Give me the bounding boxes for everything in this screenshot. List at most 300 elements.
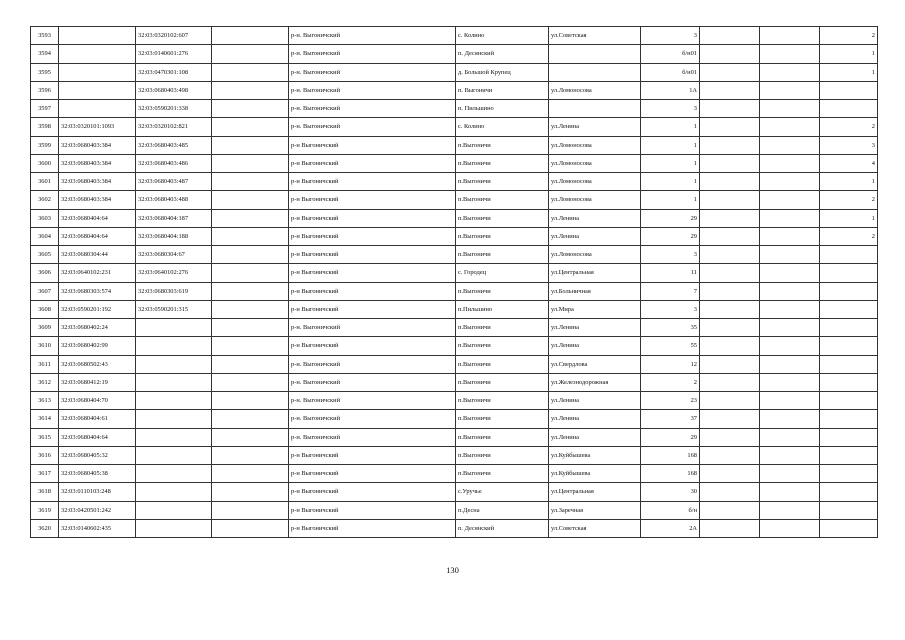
object-cadastral-cell: 32:03:0680303:619 xyxy=(136,282,212,300)
settlement-cell: п.Выгоничи xyxy=(456,154,549,172)
page-number: 130 xyxy=(446,565,459,575)
table-row xyxy=(31,154,878,172)
empty-cell xyxy=(760,337,820,355)
empty-cell xyxy=(212,465,289,483)
street-cell: ул.Куйбышева xyxy=(549,465,641,483)
district-cell: р-н Выгоничский xyxy=(289,154,456,172)
parcel-cadastral-cell: 32:03:0680403:384 xyxy=(59,191,136,209)
apartment-cell: 2 xyxy=(820,118,878,136)
apartment-cell xyxy=(820,300,878,318)
settlement-cell: п.Выгоничи xyxy=(456,209,549,227)
empty-cell xyxy=(700,100,760,118)
empty-cell xyxy=(760,428,820,446)
empty-cell xyxy=(212,282,289,300)
settlement-cell: п.Выгоничи xyxy=(456,410,549,428)
empty-cell xyxy=(212,483,289,501)
settlement-cell: п.Выгоничи xyxy=(456,446,549,464)
table-row xyxy=(31,100,878,118)
district-cell: р-н Выгоничский xyxy=(289,282,456,300)
row-number-cell: 3616 xyxy=(31,446,59,464)
empty-cell xyxy=(760,519,820,537)
row-number-cell: 3617 xyxy=(31,465,59,483)
object-cadastral-cell: 32:03:0680404:187 xyxy=(136,209,212,227)
district-cell: р-н Выгоничский xyxy=(289,136,456,154)
settlement-cell: п. Пильшино xyxy=(456,100,549,118)
empty-cell xyxy=(760,173,820,191)
settlement-cell: п.Выгоничи xyxy=(456,355,549,373)
object-cadastral-cell: 32:03:0590201:315 xyxy=(136,300,212,318)
table-row xyxy=(31,355,878,373)
house-number-cell: 12 xyxy=(641,355,700,373)
house-number-cell: 55 xyxy=(641,337,700,355)
empty-cell xyxy=(760,465,820,483)
street-cell: ул.Ленина xyxy=(549,410,641,428)
empty-cell xyxy=(760,392,820,410)
apartment-cell xyxy=(820,519,878,537)
district-cell: р-н. Выгоничский xyxy=(289,45,456,63)
house-number-cell: 1 xyxy=(641,136,700,154)
district-cell: р-н. Выгоничский xyxy=(289,81,456,99)
empty-cell xyxy=(760,501,820,519)
empty-cell xyxy=(212,45,289,63)
empty-cell xyxy=(760,282,820,300)
street-cell: ул.Ленина xyxy=(549,227,641,245)
district-cell: р-н Выгоничский xyxy=(289,209,456,227)
house-number-cell: 3 xyxy=(641,246,700,264)
district-cell: р-н Выгоничский xyxy=(289,246,456,264)
apartment-cell xyxy=(820,428,878,446)
row-number-cell: 3608 xyxy=(31,300,59,318)
street-cell: ул.Ломоносова xyxy=(549,154,641,172)
object-cadastral-cell xyxy=(136,446,212,464)
house-number-cell: 29 xyxy=(641,428,700,446)
row-number-cell: 3602 xyxy=(31,191,59,209)
empty-cell xyxy=(212,355,289,373)
empty-cell xyxy=(700,373,760,391)
empty-cell xyxy=(760,45,820,63)
empty-cell xyxy=(212,373,289,391)
district-cell: р-н. Выгоничский xyxy=(289,392,456,410)
table-row xyxy=(31,282,878,300)
object-cadastral-cell: 32:03:0680404:188 xyxy=(136,227,212,245)
parcel-cadastral-cell: 32:03:0680412:19 xyxy=(59,373,136,391)
district-cell: р-н. Выгоничский xyxy=(289,100,456,118)
house-number-cell: 3 xyxy=(641,27,700,45)
parcel-cadastral-cell xyxy=(59,81,136,99)
object-cadastral-cell xyxy=(136,319,212,337)
object-cadastral-cell xyxy=(136,373,212,391)
object-cadastral-cell: 32:03:0680403:488 xyxy=(136,191,212,209)
object-cadastral-cell: 32:03:0590201:338 xyxy=(136,100,212,118)
row-number-cell: 3618 xyxy=(31,483,59,501)
table-row xyxy=(31,337,878,355)
apartment-cell xyxy=(820,264,878,282)
settlement-cell: п.Выгоничи xyxy=(456,282,549,300)
empty-cell xyxy=(700,483,760,501)
street-cell: ул.Ленина xyxy=(549,118,641,136)
district-cell: р-н Выгоничский xyxy=(289,519,456,537)
empty-cell xyxy=(700,428,760,446)
settlement-cell: п. Десянский xyxy=(456,45,549,63)
object-cadastral-cell xyxy=(136,465,212,483)
row-number-cell: 3607 xyxy=(31,282,59,300)
row-number-cell: 3606 xyxy=(31,264,59,282)
street-cell: ул.Железнодорожная xyxy=(549,373,641,391)
row-number-cell: 3597 xyxy=(31,100,59,118)
apartment-cell xyxy=(820,282,878,300)
parcel-cadastral-cell xyxy=(59,27,136,45)
house-number-cell: 168 xyxy=(641,446,700,464)
table-row xyxy=(31,501,878,519)
settlement-cell: п.Выгоничи xyxy=(456,428,549,446)
district-cell: р-н Выгоничский xyxy=(289,446,456,464)
empty-cell xyxy=(700,118,760,136)
row-number-cell: 3598 xyxy=(31,118,59,136)
district-cell: р-н Выгоничский xyxy=(289,264,456,282)
street-cell: ул.Советская xyxy=(549,519,641,537)
district-cell: р-н Выгоничский xyxy=(289,191,456,209)
empty-cell xyxy=(700,355,760,373)
table-row xyxy=(31,81,878,99)
table-row xyxy=(31,191,878,209)
street-cell: ул.Ломоносова xyxy=(549,136,641,154)
parcel-cadastral-cell xyxy=(59,100,136,118)
empty-cell xyxy=(212,100,289,118)
settlement-cell: п.Выгоничи xyxy=(456,465,549,483)
empty-cell xyxy=(212,191,289,209)
apartment-cell xyxy=(820,392,878,410)
parcel-cadastral-cell xyxy=(59,45,136,63)
street-cell: ул.Центральная xyxy=(549,483,641,501)
row-number-cell: 3613 xyxy=(31,392,59,410)
row-number-cell: 3615 xyxy=(31,428,59,446)
house-number-cell: 168 xyxy=(641,465,700,483)
house-number-cell: 1 xyxy=(641,118,700,136)
district-cell: р-н. Выгоничский xyxy=(289,410,456,428)
apartment-cell xyxy=(820,410,878,428)
empty-cell xyxy=(760,264,820,282)
empty-cell xyxy=(760,355,820,373)
row-number-cell: 3595 xyxy=(31,63,59,81)
house-number-cell: 2А xyxy=(641,519,700,537)
house-number-cell: 29 xyxy=(641,209,700,227)
object-cadastral-cell xyxy=(136,519,212,537)
empty-cell xyxy=(700,209,760,227)
table-row xyxy=(31,319,878,337)
parcel-cadastral-cell: 32:03:0680404:64 xyxy=(59,428,136,446)
row-number-cell: 3620 xyxy=(31,519,59,537)
empty-cell xyxy=(760,63,820,81)
district-cell: р-н Выгоничский xyxy=(289,173,456,191)
table-row xyxy=(31,45,878,63)
object-cadastral-cell xyxy=(136,337,212,355)
table-row xyxy=(31,373,878,391)
object-cadastral-cell xyxy=(136,428,212,446)
street-cell xyxy=(549,100,641,118)
district-cell: р-н. Выгоничский xyxy=(289,118,456,136)
street-cell: ул.Центральная xyxy=(549,264,641,282)
empty-cell xyxy=(760,27,820,45)
empty-cell xyxy=(700,501,760,519)
empty-cell xyxy=(212,209,289,227)
empty-cell xyxy=(700,282,760,300)
row-number-cell: 3599 xyxy=(31,136,59,154)
empty-cell xyxy=(212,337,289,355)
parcel-cadastral-cell: 32:03:0640102:231 xyxy=(59,264,136,282)
table-row xyxy=(31,63,878,81)
district-cell: р-н Выгоничский xyxy=(289,465,456,483)
table-row xyxy=(31,428,878,446)
empty-cell xyxy=(700,173,760,191)
apartment-cell xyxy=(820,319,878,337)
parcel-cadastral-cell: 32:03:0110103:248 xyxy=(59,483,136,501)
settlement-cell: с.Уручье xyxy=(456,483,549,501)
empty-cell xyxy=(212,428,289,446)
street-cell: ул.Ленина xyxy=(549,428,641,446)
table-row xyxy=(31,392,878,410)
register-table xyxy=(30,26,878,538)
empty-cell xyxy=(212,118,289,136)
street-cell: ул.Больничная xyxy=(549,282,641,300)
empty-cell xyxy=(212,136,289,154)
street-cell: ул.Советская xyxy=(549,27,641,45)
empty-cell xyxy=(760,100,820,118)
district-cell: р-н. Выгоничский xyxy=(289,27,456,45)
parcel-cadastral-cell: 32:03:0680402:99 xyxy=(59,337,136,355)
apartment-cell: 1 xyxy=(820,45,878,63)
parcel-cadastral-cell: 32:03:0680502:43 xyxy=(59,355,136,373)
empty-cell xyxy=(700,465,760,483)
table-row xyxy=(31,264,878,282)
street-cell: ул.Мира xyxy=(549,300,641,318)
house-number-cell: б/н01 xyxy=(641,45,700,63)
empty-cell xyxy=(760,154,820,172)
row-number-cell: 3601 xyxy=(31,173,59,191)
table-row xyxy=(31,209,878,227)
empty-cell xyxy=(212,264,289,282)
parcel-cadastral-cell: 32:03:0680405:32 xyxy=(59,446,136,464)
object-cadastral-cell: 32:03:0680403:487 xyxy=(136,173,212,191)
parcel-cadastral-cell: 32:03:0590201:192 xyxy=(59,300,136,318)
house-number-cell: 1 xyxy=(641,191,700,209)
empty-cell xyxy=(700,227,760,245)
table-row xyxy=(31,227,878,245)
empty-cell xyxy=(212,173,289,191)
apartment-cell xyxy=(820,246,878,264)
empty-cell xyxy=(760,373,820,391)
row-number-cell: 3596 xyxy=(31,81,59,99)
street-cell: ул.Ленина xyxy=(549,209,641,227)
table-body xyxy=(31,27,878,538)
parcel-cadastral-cell: 32:03:0680403:384 xyxy=(59,154,136,172)
settlement-cell: п.Выгоничи xyxy=(456,136,549,154)
empty-cell xyxy=(700,154,760,172)
house-number-cell: 1А xyxy=(641,81,700,99)
street-cell: ул.Свердлова xyxy=(549,355,641,373)
parcel-cadastral-cell: 32:03:0680404:70 xyxy=(59,392,136,410)
parcel-cadastral-cell: 32:03:0680404:64 xyxy=(59,227,136,245)
street-cell: ул.Ленина xyxy=(549,319,641,337)
settlement-cell: п.Выгоничи xyxy=(456,173,549,191)
empty-cell xyxy=(700,319,760,337)
street-cell: ул.Ломоносова xyxy=(549,81,641,99)
empty-cell xyxy=(212,446,289,464)
table-row xyxy=(31,246,878,264)
apartment-cell xyxy=(820,465,878,483)
row-number-cell: 3614 xyxy=(31,410,59,428)
parcel-cadastral-cell: 32:03:0680403:384 xyxy=(59,136,136,154)
street-cell: ул.Заречная xyxy=(549,501,641,519)
empty-cell xyxy=(212,410,289,428)
street-cell: ул.Ломоносова xyxy=(549,246,641,264)
row-number-cell: 3612 xyxy=(31,373,59,391)
apartment-cell xyxy=(820,81,878,99)
row-number-cell: 3604 xyxy=(31,227,59,245)
object-cadastral-cell xyxy=(136,483,212,501)
house-number-cell: 3 xyxy=(641,300,700,318)
empty-cell xyxy=(700,45,760,63)
table-row xyxy=(31,483,878,501)
street-cell: ул.Ленина xyxy=(549,392,641,410)
parcel-cadastral-cell: 32:03:0320101:1093 xyxy=(59,118,136,136)
settlement-cell: с. Городец xyxy=(456,264,549,282)
empty-cell xyxy=(212,300,289,318)
table-row xyxy=(31,118,878,136)
table-row xyxy=(31,173,878,191)
parcel-cadastral-cell: 32:03:0680303:574 xyxy=(59,282,136,300)
district-cell: р-н. Выгоничский xyxy=(289,355,456,373)
empty-cell xyxy=(212,519,289,537)
empty-cell xyxy=(760,209,820,227)
house-number-cell: б/н xyxy=(641,501,700,519)
apartment-cell: 1 xyxy=(820,173,878,191)
object-cadastral-cell: 32:03:0320102:821 xyxy=(136,118,212,136)
district-cell: р-н Выгоничский xyxy=(289,483,456,501)
table-row xyxy=(31,446,878,464)
object-cadastral-cell: 32:03:0470301:108 xyxy=(136,63,212,81)
house-number-cell: 7 xyxy=(641,282,700,300)
empty-cell xyxy=(700,136,760,154)
settlement-cell: п.Пильшино xyxy=(456,300,549,318)
settlement-cell: п. Выгоничи xyxy=(456,81,549,99)
apartment-cell: 2 xyxy=(820,191,878,209)
object-cadastral-cell: 32:03:0680403:485 xyxy=(136,136,212,154)
district-cell: р-н. Выгоничский xyxy=(289,428,456,446)
parcel-cadastral-cell xyxy=(59,63,136,81)
district-cell: р-н Выгоничский xyxy=(289,337,456,355)
object-cadastral-cell: 32:03:0640102:276 xyxy=(136,264,212,282)
object-cadastral-cell: 32:03:0140601:276 xyxy=(136,45,212,63)
object-cadastral-cell xyxy=(136,410,212,428)
apartment-cell: 3 xyxy=(820,136,878,154)
parcel-cadastral-cell: 32:03:0680404:64 xyxy=(59,209,136,227)
apartment-cell xyxy=(820,483,878,501)
empty-cell xyxy=(760,483,820,501)
empty-cell xyxy=(760,227,820,245)
empty-cell xyxy=(212,154,289,172)
row-number-cell: 3593 xyxy=(31,27,59,45)
apartment-cell xyxy=(820,446,878,464)
empty-cell xyxy=(212,81,289,99)
settlement-cell: п.Выгоничи xyxy=(456,319,549,337)
district-cell: р-н. Выгоничский xyxy=(289,63,456,81)
empty-cell xyxy=(700,410,760,428)
parcel-cadastral-cell: 32:03:0420501:242 xyxy=(59,501,136,519)
empty-cell xyxy=(760,118,820,136)
empty-cell xyxy=(700,300,760,318)
row-number-cell: 3611 xyxy=(31,355,59,373)
house-number-cell: 37 xyxy=(641,410,700,428)
table-row xyxy=(31,27,878,45)
district-cell: р-н Выгоничский xyxy=(289,300,456,318)
district-cell: р-н. Выгоничский xyxy=(289,319,456,337)
empty-cell xyxy=(700,337,760,355)
object-cadastral-cell xyxy=(136,355,212,373)
district-cell: р-н. Выгоничский xyxy=(289,373,456,391)
house-number-cell: 11 xyxy=(641,264,700,282)
empty-cell xyxy=(700,191,760,209)
object-cadastral-cell xyxy=(136,501,212,519)
settlement-cell: п.Выгоничи xyxy=(456,246,549,264)
empty-cell xyxy=(212,319,289,337)
empty-cell xyxy=(760,191,820,209)
apartment-cell: 1 xyxy=(820,63,878,81)
settlement-cell: п.Выгоничи xyxy=(456,373,549,391)
row-number-cell: 3605 xyxy=(31,246,59,264)
empty-cell xyxy=(212,246,289,264)
empty-cell xyxy=(760,246,820,264)
object-cadastral-cell: 32:03:0680403:498 xyxy=(136,81,212,99)
settlement-cell: д. Большой Крупец xyxy=(456,63,549,81)
empty-cell xyxy=(700,392,760,410)
empty-cell xyxy=(700,264,760,282)
table-row xyxy=(31,136,878,154)
object-cadastral-cell: 32:03:0680304:67 xyxy=(136,246,212,264)
settlement-cell: п. Десянский xyxy=(456,519,549,537)
house-number-cell: 2 xyxy=(641,373,700,391)
apartment-cell: 2 xyxy=(820,227,878,245)
house-number-cell: 1 xyxy=(641,173,700,191)
house-number-cell: б/н01 xyxy=(641,63,700,81)
empty-cell xyxy=(700,81,760,99)
apartment-cell xyxy=(820,100,878,118)
empty-cell xyxy=(212,501,289,519)
settlement-cell: с. Колино xyxy=(456,27,549,45)
house-number-cell: 29 xyxy=(641,227,700,245)
empty-cell xyxy=(212,392,289,410)
table-row xyxy=(31,300,878,318)
house-number-cell: 23 xyxy=(641,392,700,410)
apartment-cell xyxy=(820,373,878,391)
empty-cell xyxy=(760,319,820,337)
row-number-cell: 3594 xyxy=(31,45,59,63)
parcel-cadastral-cell: 32:03:0680304:44 xyxy=(59,246,136,264)
house-number-cell: 35 xyxy=(641,319,700,337)
empty-cell xyxy=(760,136,820,154)
row-number-cell: 3619 xyxy=(31,501,59,519)
street-cell: ул.Ломоносова xyxy=(549,173,641,191)
empty-cell xyxy=(212,227,289,245)
table-row xyxy=(31,465,878,483)
empty-cell xyxy=(700,27,760,45)
row-number-cell: 3610 xyxy=(31,337,59,355)
empty-cell xyxy=(760,300,820,318)
parcel-cadastral-cell: 32:03:0680402:24 xyxy=(59,319,136,337)
settlement-cell: п.Выгоничи xyxy=(456,337,549,355)
settlement-cell: п.Выгоничи xyxy=(456,227,549,245)
empty-cell xyxy=(760,410,820,428)
settlement-cell: п.Выгоничи xyxy=(456,191,549,209)
